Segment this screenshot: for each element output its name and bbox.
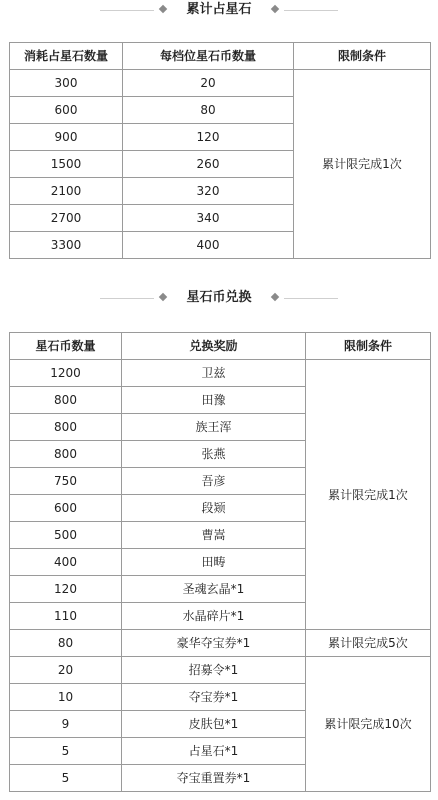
cell-stars-consumed: 3300 [10,232,123,259]
column-header: 限制条件 [306,333,431,360]
section-title-text: 累计占星石 [186,2,252,17]
section-title-accumulated-stars [0,0,438,20]
cell-reward: 豪华夺宝券*1 [122,630,306,657]
table-header-row [10,43,431,70]
cell-coin-cost: 800 [10,387,122,414]
table-row [10,360,431,387]
cell-coin-cost: 120 [10,576,122,603]
cell-coin-cost: 800 [10,441,122,468]
cell-reward: 段颎 [122,495,306,522]
table-row [10,70,431,97]
title-divider-right [284,10,338,11]
cell-stars-consumed: 300 [10,70,123,97]
cell-condition: 累计限完成1次 [294,70,431,259]
cell-coin-cost: 20 [10,657,122,684]
column-header: 星石币数量 [10,333,122,360]
cell-stars-consumed: 900 [10,124,123,151]
cell-reward: 夺宝重置券*1 [122,765,306,792]
cell-coin-cost: 500 [10,522,122,549]
cell-reward: 族王浑 [122,414,306,441]
title-divider-right [284,298,338,299]
cell-coin-cost: 800 [10,414,122,441]
cell-reward: 吾彦 [122,468,306,495]
column-header: 每档位星石币数量 [123,43,294,70]
cell-condition: 累计限完成10次 [306,657,431,792]
cell-reward: 占星石*1 [122,738,306,765]
cell-reward: 水晶碎片*1 [122,603,306,630]
cell-coin-cost: 1200 [10,360,122,387]
cell-condition: 累计限完成5次 [306,630,431,657]
cell-stars-consumed: 2100 [10,178,123,205]
column-header: 消耗占星石数量 [10,43,123,70]
cell-coin-cost: 110 [10,603,122,630]
section-title-text: 星石币兑换 [186,290,252,305]
cell-coin-cost: 10 [10,684,122,711]
cell-condition: 累计限完成1次 [306,360,431,630]
table-header-row [10,333,431,360]
cell-reward: 圣魂玄晶*1 [122,576,306,603]
column-header: 兑换奖励 [122,333,306,360]
column-header: 限制条件 [294,43,431,70]
cell-coin-cost: 600 [10,495,122,522]
cell-coin-cost: 400 [10,549,122,576]
cell-reward: 曹嵩 [122,522,306,549]
cell-coins-per-tier: 20 [123,70,294,97]
cell-reward: 张燕 [122,441,306,468]
accumulated-stars-table [9,42,431,259]
coin-exchange-table [9,332,431,792]
cell-reward: 招募令*1 [122,657,306,684]
cell-reward: 卫兹 [122,360,306,387]
cell-coins-per-tier: 120 [123,124,294,151]
cell-coin-cost: 9 [10,711,122,738]
table-row [10,657,431,684]
cell-stars-consumed: 1500 [10,151,123,178]
cell-coin-cost: 750 [10,468,122,495]
cell-coins-per-tier: 320 [123,178,294,205]
cell-stars-consumed: 2700 [10,205,123,232]
cell-coin-cost: 80 [10,630,122,657]
cell-reward: 夺宝券*1 [122,684,306,711]
cell-reward: 田畴 [122,549,306,576]
cell-coin-cost: 5 [10,738,122,765]
cell-stars-consumed: 600 [10,97,123,124]
cell-coins-per-tier: 340 [123,205,294,232]
cell-reward: 皮肤包*1 [122,711,306,738]
cell-coins-per-tier: 80 [123,97,294,124]
cell-coins-per-tier: 260 [123,151,294,178]
cell-reward: 田豫 [122,387,306,414]
cell-coins-per-tier: 400 [123,232,294,259]
table-row [10,630,431,657]
section-title-coin-exchange [0,288,438,308]
cell-coin-cost: 5 [10,765,122,792]
